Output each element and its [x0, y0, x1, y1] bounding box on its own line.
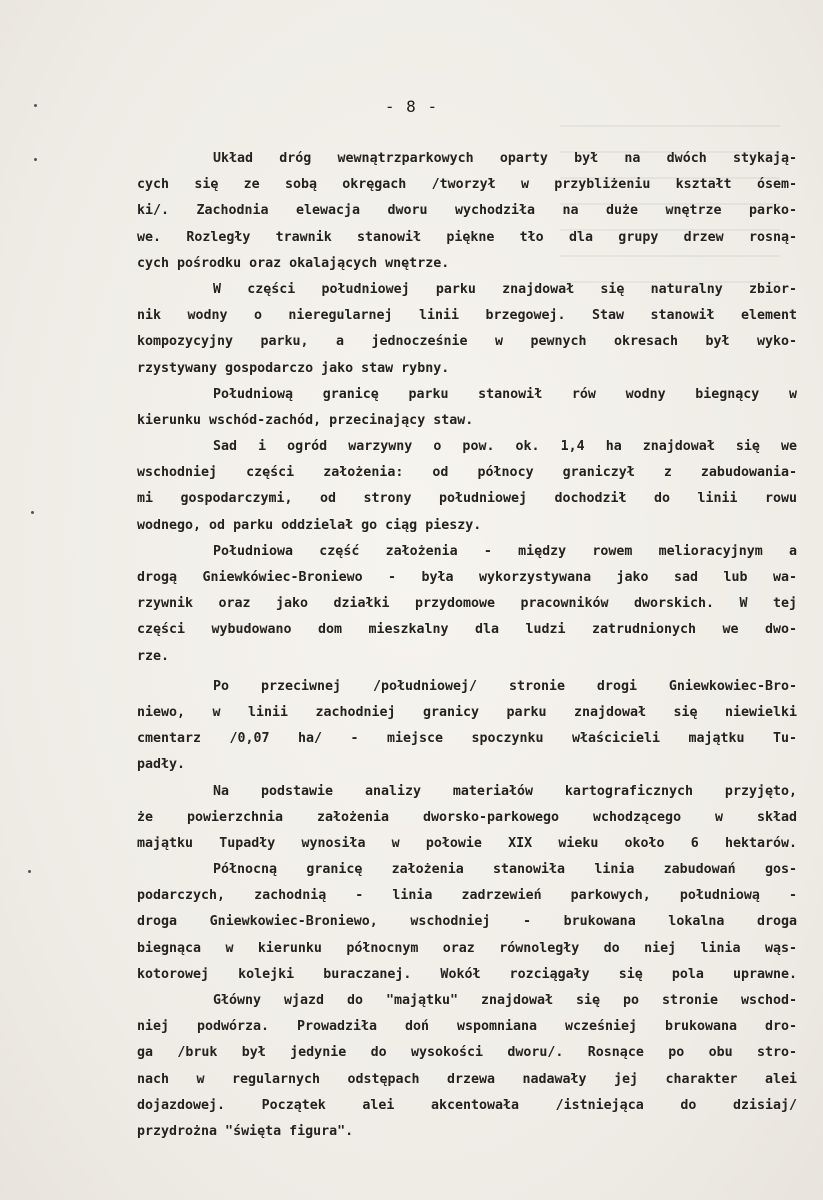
- text-line: W części południowej parku znajdował się naturalny zbior-: [213, 281, 797, 297]
- text-line: mi gospodarczymi, od strony południowej dochodził do linii rowu: [137, 491, 797, 507]
- text-line: cych się ze sobą okręgach /tworzył w przybliżeniu kształt ósem-: [137, 177, 797, 193]
- text-line: rze.: [137, 648, 170, 664]
- text-line: wodnego, od parku oddzielał go ciąg pieszy.: [137, 517, 482, 533]
- text-line: Główny wjazd do "majątku" znajdował się po stronie wschod-: [213, 993, 797, 1008]
- text-line: niewo, w linii zachodniej granicy parku znajdował się niewielki: [137, 704, 797, 720]
- text-line: cmentarz /0,07 ha/ - miejsce spoczynku właścicieli majątku Tu-: [137, 731, 797, 747]
- text-line: wschodniej części założenia: od północy graniczył z zabudowania-: [137, 465, 797, 481]
- text-line: ki/. Zachodnia elewacja dworu wychodziła na duże wnętrze parko-: [137, 203, 797, 219]
- text-line: we. Rozległy trawnik stanowił piękne tło dla grupy drzew rosną-: [137, 229, 797, 245]
- text-line: części wybudowano dom mieszkalny dla ludzi zatrudnionych we dwo-: [137, 622, 797, 638]
- margin-mark: [28, 870, 31, 873]
- text-line: cych pośrodku oraz okalających wnętrze.: [137, 255, 450, 271]
- text-line: padły.: [137, 757, 186, 773]
- text-line: dojazdowej. Początek alei akcentowała /istniejąca do dzisiaj/: [137, 1097, 797, 1113]
- text-line: Południowa część założenia - między rowem melioracyjnym a: [213, 543, 797, 559]
- text-line: droga Gniewkowiec-Broniewo, wschodniej - brukowana lokalna droga: [137, 914, 797, 930]
- text-line: że powierzchnia założenia dworsko-parkowego wchodzącego w skład: [137, 809, 797, 825]
- text-line: przydrożna "święta figura".: [137, 1123, 354, 1139]
- page-number: - 8 -: [384, 97, 439, 116]
- text-line: Południową granicę parku stanowił rów wodny biegnący w: [213, 386, 797, 402]
- text-line: rzywnik oraz jako działki przydomowe pracowników dworskich. W tej: [137, 596, 797, 612]
- body-text: [137, 146, 797, 1145]
- text-line: nach w regularnych odstępach drzewa nadawały jej charakter alei: [137, 1071, 797, 1087]
- text-line: podarczych, zachodnią - linia zadrzewień parkowych, południową -: [137, 888, 797, 904]
- margin-mark: [34, 158, 37, 161]
- text-line: niej podwórza. Prowadziła doń wspomniana wcześniej brukowana dro-: [137, 1019, 797, 1035]
- text-line: kierunku wschód-zachód, przecinający staw.: [137, 412, 474, 428]
- margin-mark: [31, 511, 34, 514]
- text-line: kompozycyjny parku, a jednocześnie w pewnych okresach był wyko-: [137, 334, 797, 350]
- text-line: biegnąca w kierunku północnym oraz równoległy do niej linia wąs-: [137, 940, 797, 956]
- text-line: nik wodny o nieregularnej linii brzegowej. Staw stanowił element: [137, 308, 797, 324]
- text-line: ga /bruk był jedynie do wysokości dworu/. Rosnące po obu stro-: [137, 1045, 797, 1061]
- text-line: Układ dróg wewnątrzparkowych oparty był na dwóch stykają-: [213, 151, 797, 166]
- text-line: rzystywany gospodarczo jako staw rybny.: [137, 360, 450, 376]
- text-line: drogą Gniewkówiec-Broniewo - była wykorzystywana jako sad lub wa-: [137, 570, 797, 585]
- text-line: Sad i ogród warzywny o pow. ok. 1,4 ha znajdował się we: [213, 439, 797, 455]
- text-line: majątku Tupadły wynosiła w połowie XIX wieku około 6 hektarów.: [137, 835, 797, 851]
- text-line: kotorowej kolejki buraczanej. Wokół rozciągały się pola uprawne.: [137, 966, 797, 982]
- text-line: Po przeciwnej /południowej/ stronie drogi Gniewkowiec-Bro-: [213, 678, 797, 694]
- text-line: Na podstawie analizy materiałów kartograficznych przyjęto,: [213, 783, 797, 799]
- text-line: Północną granicę założenia stanowiła linia zabudowań gos-: [213, 862, 797, 878]
